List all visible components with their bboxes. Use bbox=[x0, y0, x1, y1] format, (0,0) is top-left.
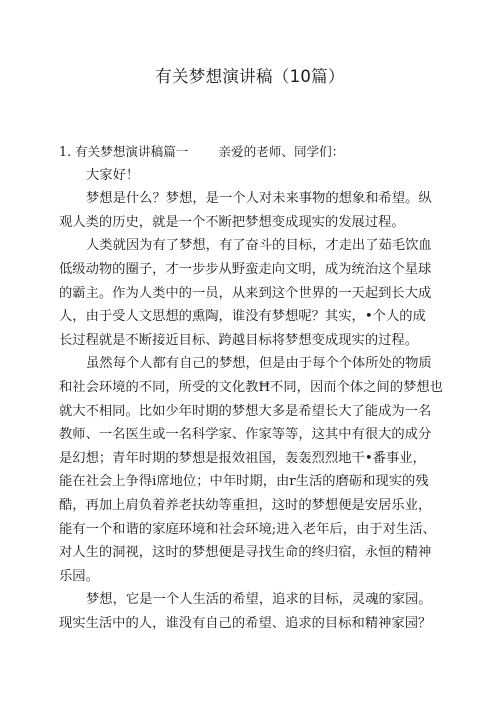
section-heading bbox=[59, 140, 443, 164]
paragraph-line: 能在社会上争得i席地位；中年时期，由r生活的磨砺和现实的残 bbox=[59, 474, 429, 490]
paragraph-line: 是幻想；青年时期的梦想是报效祖国，轰轰烈烈地干•番事业， bbox=[59, 450, 426, 466]
section-heading-text: 有关梦想演讲稿篇一 bbox=[75, 144, 189, 159]
paragraph-line: 现实生活中的人，谁没有自己的希望、追求的目标和精神家园？ bbox=[59, 615, 432, 631]
paragraph-line: 酷，再加上肩负着养老扶幼等重担，这时的梦想便是安居乐业， bbox=[59, 497, 432, 513]
paragraph-line: 乐园。 bbox=[59, 568, 99, 584]
paragraph-line: 观人类的历史，就是一个不断把梦想变成现实的发展过程。 bbox=[59, 214, 405, 230]
paragraph-line: 长过程就是不断接近目标、跨越目标将梦想变成现实的过程。 bbox=[59, 332, 419, 348]
salutation: 亲爱的老师、同学们： bbox=[218, 144, 345, 159]
section-number-separator: . bbox=[67, 144, 76, 159]
paragraph-line: 和社会环境的不同，所受的文化教Ħ不同，因而个体之间的梦想也 bbox=[59, 379, 443, 395]
paragraph-line: 大家好！ bbox=[86, 167, 140, 183]
paragraph-line: 对人生的洞视，这时的梦想便是寻找生命的终归宿，永恒的精神 bbox=[59, 545, 432, 561]
paragraph-line: 人类就因为有了梦想，有了奋斗的目标，才走出了茹毛饮血 bbox=[86, 238, 432, 254]
document-body bbox=[59, 140, 443, 635]
paragraph-line: 人，由于受人文思想的熏陶，谁没有梦想呢？其实，•个人的成 bbox=[59, 309, 426, 325]
paragraph-line: 虽然每个人都有自己的梦想，但是由于每个个体所处的物质 bbox=[86, 356, 432, 372]
paragraph-line: 低级动物的圈子，才一步步从野蛮走向文明，成为统治这个星球 bbox=[59, 261, 432, 277]
paragraph-line: 的霸主。作为人类中的一员，从来到这个世界的一天起到长大成 bbox=[59, 285, 432, 301]
document-title: 有关梦想演讲稿（10篇） bbox=[155, 67, 345, 86]
paragraph-line: 能有一个和谐的家庭环境和社会环境;进入老年后，由于对生活、 bbox=[59, 521, 436, 537]
paragraph-line: 就大不相同。比如少年时期的梦想大多是希望长大了能成为一名 bbox=[59, 403, 432, 419]
paragraph-line: 梦想是什么？梦想，是一个人对未来事物的想象和希望。纵 bbox=[86, 191, 432, 207]
section-number: 1 bbox=[59, 144, 68, 159]
paragraph-line: 梦想，它是一个人生活的希望，追求的目标，灵魂的家园。 bbox=[86, 592, 432, 608]
paragraph-line: 教师、一名医生或一名科学家、作家等等，这其中有很大的成分 bbox=[59, 427, 432, 443]
